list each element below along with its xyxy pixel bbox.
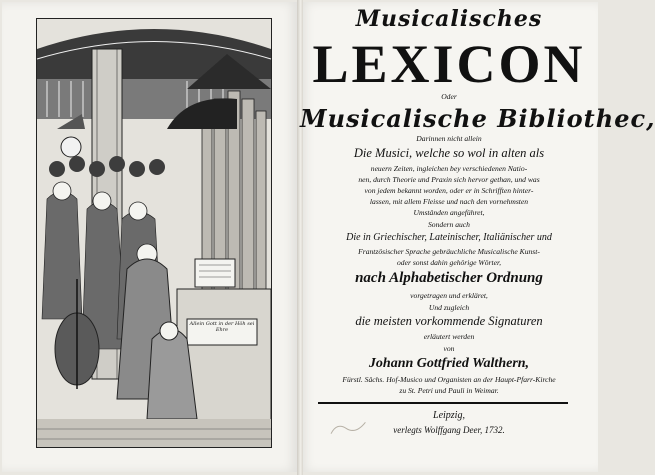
- title-rule: [318, 402, 568, 404]
- author-title: Fürstl. Sächs. Hof-Musico und Organisten an der Haupt-Pfarr-Kirche: [342, 375, 556, 384]
- title-und-zugleich: Und zugleich: [428, 303, 470, 312]
- title-oder: Oder: [441, 92, 457, 101]
- title-musicalisches: Musicalisches: [355, 6, 543, 32]
- title-line-12: Die in Griechischer, Lateinischer, Italiänischer und: [346, 232, 552, 243]
- title-line-9: lassen, mit allem Fleisse und nach den vornehmsten: [369, 197, 529, 206]
- imprint-place: Leipzig,: [433, 410, 465, 421]
- engraving-illustration: [37, 19, 271, 447]
- title-line-7: nen, durch Theorie und Praxin sich hervor gethan, und was: [358, 175, 540, 184]
- title-line-13: Frantzösischer Sprache gebräuchliche Musicalische Kunst-: [358, 247, 540, 256]
- title-bibliothec: Musicalische Bibliothec,: [300, 104, 655, 133]
- title-lexicon: LEXICON: [312, 34, 586, 94]
- title-line-8: von jedem bekannt worden, oder er in Schrifften hinter-: [364, 186, 534, 195]
- title-die-musici: Die Musici, welche so wol in alten als: [353, 146, 545, 160]
- imprint-publisher: verlegts Wolffgang Deer, 1732.: [393, 425, 505, 435]
- frontispiece-engraving: [36, 18, 272, 448]
- title-erlaeutert: erläutert werden: [423, 332, 475, 341]
- title-line-6: neuern Zeiten, ingleichen bey verschiedenen Natio-: [370, 164, 528, 173]
- title-alphabetischer: nach Alphabetischer Ordnung: [355, 270, 543, 286]
- title-von: von: [443, 344, 455, 353]
- title-sondern-auch: Sondern auch: [428, 220, 470, 229]
- author-place: zu St. Petri und Pauli in Weimar.: [399, 386, 499, 395]
- title-darinnen: Darinnen nicht allein: [416, 134, 482, 143]
- title-signaturen: die meisten vorkommende Signaturen: [355, 314, 543, 328]
- title-line-16: vorgetragen und erkläret,: [410, 291, 488, 300]
- author-name: Johann Gottfried Walthern,: [368, 356, 530, 371]
- title-line-14: oder sonst dahin gehörige Wörter,: [397, 258, 501, 267]
- title-line-10: Umständen angeführet,: [413, 208, 485, 217]
- organ-panel-inscription: Allein Gott in der Höh sei Ehre: [189, 321, 255, 333]
- title-page: [300, 0, 655, 470]
